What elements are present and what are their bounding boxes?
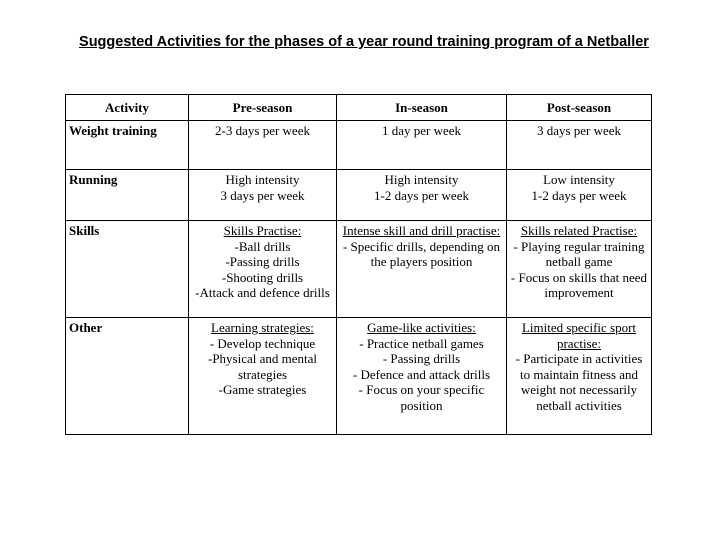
cell-line: - Specific drills, depending on the players position <box>342 238 501 269</box>
cell-heading: Limited specific sport practise: <box>521 320 637 351</box>
pre-season-cell <box>189 170 337 221</box>
table-row <box>66 170 652 221</box>
cell-line: 3 days per week <box>536 123 622 138</box>
training-table <box>65 94 652 435</box>
header-in-season: In-season <box>337 95 507 121</box>
cell-line: - Defence and attack drills <box>352 366 491 382</box>
activity-cell: Skills <box>66 221 189 318</box>
cell-line: - Passing drills <box>382 351 461 366</box>
post-season-cell <box>507 318 652 435</box>
header-pre-season: Pre-season <box>189 95 337 121</box>
in-season-cell <box>337 170 507 221</box>
cell-line: - Playing regular training netball game <box>513 238 645 269</box>
pre-season-cell <box>189 318 337 435</box>
cell-heading: Intense skill and drill practise: <box>342 223 501 238</box>
pre-season-cell <box>189 121 337 170</box>
cell-line: - Focus on skills that need improvement <box>510 269 648 300</box>
post-season-cell <box>507 121 652 170</box>
in-season-cell <box>337 318 507 435</box>
cell-line: - Focus on your specific position <box>358 382 485 413</box>
cell-heading: Learning strategies: <box>211 320 314 335</box>
cell-line: -Ball drills <box>234 238 291 254</box>
table-row <box>66 318 652 435</box>
cell-line: 1 day per week <box>381 123 462 138</box>
cell-line: -Game strategies <box>218 382 307 397</box>
activity-cell: Weight training <box>66 121 189 170</box>
cell-line: 3 days per week <box>220 187 305 203</box>
cell-line: High intensity <box>384 172 459 187</box>
table-row <box>66 121 652 170</box>
table-row <box>66 221 652 318</box>
cell-heading: Game-like activities: <box>367 320 476 335</box>
cell-line: -Shooting drills <box>221 269 304 285</box>
in-season-cell <box>337 221 507 318</box>
activity-cell: Running <box>66 170 189 221</box>
cell-line: 1-2 days per week <box>531 187 627 203</box>
cell-line: -Passing drills <box>225 254 300 269</box>
cell-line: - Participate in activities to maintain fitness and weight not necessarily netball activities <box>515 351 643 413</box>
activity-cell: Other <box>66 318 189 435</box>
cell-line: 1-2 days per week <box>374 187 469 203</box>
cell-heading: Skills Practise: <box>223 223 302 238</box>
document-title: Suggested Activities for the phases of a year round training program of a Netballer <box>79 34 649 50</box>
cell-line: - Practice netball games <box>359 335 484 351</box>
in-season-cell <box>337 121 507 170</box>
cell-line: Low intensity <box>543 172 615 187</box>
header-activity: Activity <box>66 95 189 121</box>
cell-line: -Physical and mental strategies <box>207 351 318 382</box>
cell-heading: Skills related Practise: <box>520 223 638 238</box>
post-season-cell <box>507 221 652 318</box>
cell-line: - Develop technique <box>209 335 316 351</box>
cell-line: 2-3 days per week <box>215 123 310 138</box>
post-season-cell <box>507 170 652 221</box>
header-row <box>66 95 652 121</box>
pre-season-cell <box>189 221 337 318</box>
cell-line: -Attack and defence drills <box>195 285 330 300</box>
cell-line: High intensity <box>225 172 300 187</box>
header-post-season: Post-season <box>507 95 652 121</box>
